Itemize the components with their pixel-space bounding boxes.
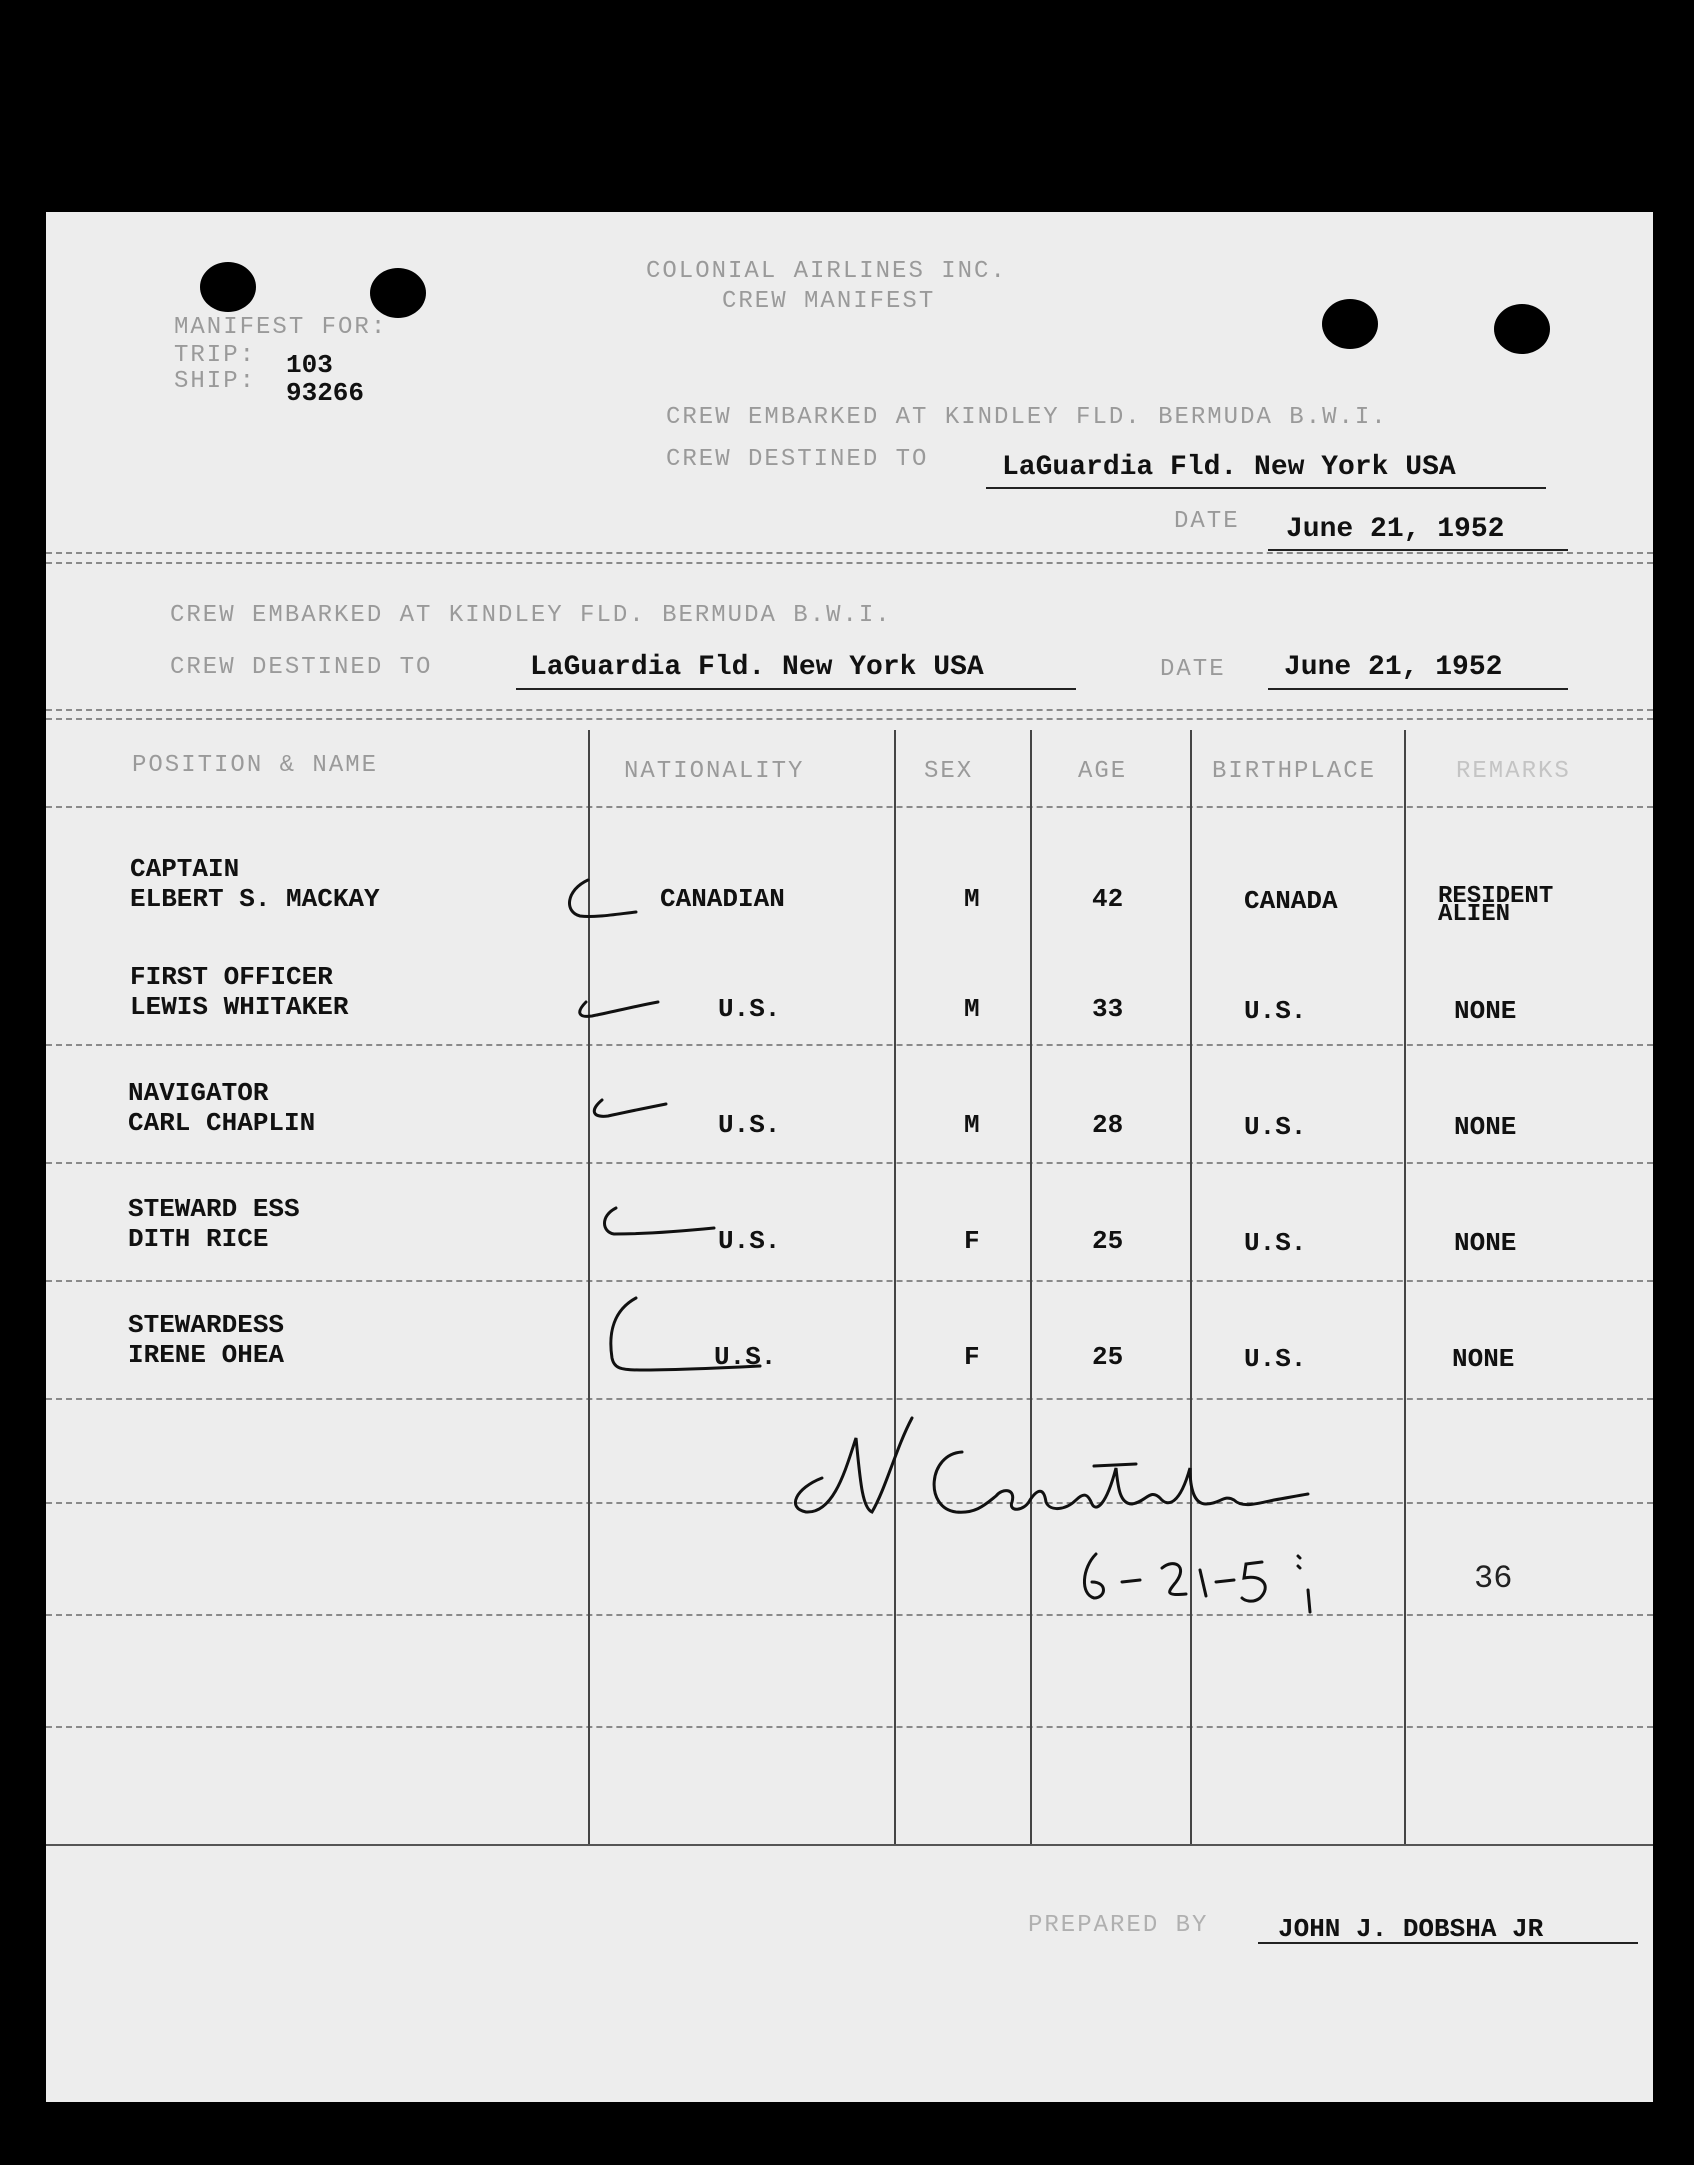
prepared-by-name: JOHN J. DOBSHA JR <box>1278 1914 1544 1944</box>
crew-nationality: CANADIAN <box>660 884 785 914</box>
punch-hole <box>1494 304 1550 354</box>
date-value-2: June 21, 1952 <box>1284 652 1503 683</box>
crew-remarks: NONE <box>1454 1112 1517 1142</box>
crew-sex: M <box>964 994 980 1024</box>
prepared-by-underline <box>1258 1942 1638 1944</box>
crew-nationality: U.S. <box>718 1110 781 1140</box>
row-line <box>46 1398 1653 1400</box>
crew-age: 25 <box>1092 1342 1124 1372</box>
col-age: AGE <box>1078 758 1128 785</box>
column-line <box>1404 730 1406 1844</box>
ship-number: 93266 <box>286 378 365 408</box>
crew-birthplace: U.S. <box>1244 996 1307 1026</box>
crew-birthplace: U.S. <box>1244 1228 1307 1258</box>
divider <box>46 552 1653 554</box>
crew-birthplace: U.S. <box>1244 1344 1307 1374</box>
col-nationality: NATIONALITY <box>624 758 805 785</box>
col-birthplace: BIRTHPLACE <box>1212 758 1377 785</box>
crew-birthplace: U.S. <box>1244 1112 1307 1142</box>
crew-name: ELBERT S. MACKAY <box>130 884 380 914</box>
crew-remarks: NONE <box>1452 1344 1515 1374</box>
crew-sex: M <box>964 884 980 914</box>
check-mark <box>558 872 678 932</box>
crew-nationality: U.S. <box>718 1226 781 1256</box>
date-label: DATE <box>1174 508 1240 535</box>
handwritten-date <box>1066 1542 1406 1622</box>
crew-embarked-label: CREW EMBARKED AT KINDLEY FLD. BERMUDA B.W.I. <box>666 404 1388 431</box>
destination: LaGuardia Fld. New York USA <box>1002 452 1456 483</box>
col-sex: SEX <box>924 758 974 785</box>
crew-position: STEWARD ESS <box>128 1194 300 1224</box>
row-line <box>46 1280 1653 1282</box>
check-mark <box>574 984 694 1034</box>
punch-hole <box>1322 299 1378 349</box>
prepared-by-label: PREPARED BY <box>1028 1912 1209 1939</box>
punch-hole <box>370 268 426 318</box>
row-line <box>46 1844 1653 1846</box>
row-line <box>46 1162 1653 1164</box>
manifest-page <box>46 212 1653 2102</box>
crew-name: DITH RICE <box>128 1224 269 1254</box>
destination-underline <box>986 487 1546 489</box>
crew-sex: F <box>964 1342 980 1372</box>
check-mark <box>594 1202 734 1262</box>
row-line <box>46 1726 1653 1728</box>
row-line <box>46 1614 1653 1616</box>
crew-nationality: U.S. <box>718 994 781 1024</box>
crew-name: CARL CHAPLIN <box>128 1108 316 1138</box>
col-remarks: REMARKS <box>1456 758 1571 785</box>
column-line <box>894 730 896 1844</box>
date-value: June 21, 1952 <box>1286 514 1505 545</box>
trip-label: TRIP: <box>174 342 257 369</box>
inspector-signature <box>776 1408 1356 1538</box>
date-label-2: DATE <box>1160 656 1226 683</box>
crew-sex: M <box>964 1110 980 1140</box>
crew-sex: F <box>964 1226 980 1256</box>
column-line <box>1030 730 1032 1844</box>
punch-hole <box>200 262 256 312</box>
col-position-name: POSITION & NAME <box>132 752 379 779</box>
destination-2: LaGuardia Fld. New York USA <box>530 652 984 683</box>
column-line <box>1190 730 1192 1844</box>
crew-remarks: NONE <box>1454 1228 1517 1258</box>
crew-nationality: U.S. <box>714 1342 777 1372</box>
crew-position: NAVIGATOR <box>128 1078 269 1108</box>
crew-name: IRENE OHEA <box>128 1340 285 1370</box>
divider <box>46 709 1653 711</box>
crew-destined-label: CREW DESTINED TO <box>666 446 929 473</box>
crew-embarked-label-2: CREW EMBARKED AT KINDLEY FLD. BERMUDA B.W.I. <box>170 602 892 629</box>
crew-position: CAPTAIN <box>130 854 240 884</box>
date-underline <box>1268 549 1568 551</box>
crew-birthplace: CANADA <box>1244 886 1338 916</box>
crew-age: 42 <box>1092 884 1124 914</box>
document-title: CREW MANIFEST <box>722 288 936 315</box>
crew-age: 33 <box>1092 994 1124 1024</box>
crew-position: FIRST OFFICER <box>130 962 333 992</box>
divider <box>46 562 1653 564</box>
crew-remarks: NONE <box>1454 996 1517 1026</box>
divider <box>46 718 1653 720</box>
row-line <box>46 806 1653 808</box>
date-underline-2 <box>1268 688 1568 690</box>
crew-destined-label-2: CREW DESTINED TO <box>170 654 433 681</box>
ship-label: SHIP: <box>174 368 257 395</box>
check-mark <box>600 1292 770 1382</box>
page-number: 36 <box>1474 1560 1513 1597</box>
crew-remarks: RESIDENT ALIEN <box>1438 883 1554 928</box>
crew-name: LEWIS WHITAKER <box>130 992 349 1022</box>
trip-number: 103 <box>286 350 333 380</box>
company-name: COLONIAL AIRLINES INC. <box>646 258 1007 285</box>
crew-age: 25 <box>1092 1226 1124 1256</box>
row-line <box>46 1044 1653 1046</box>
crew-age: 28 <box>1092 1110 1124 1140</box>
crew-position: STEWARDESS <box>128 1310 285 1340</box>
check-mark <box>586 1090 706 1140</box>
manifest-for-label: MANIFEST FOR: <box>174 314 388 341</box>
destination-underline-2 <box>516 688 1076 690</box>
